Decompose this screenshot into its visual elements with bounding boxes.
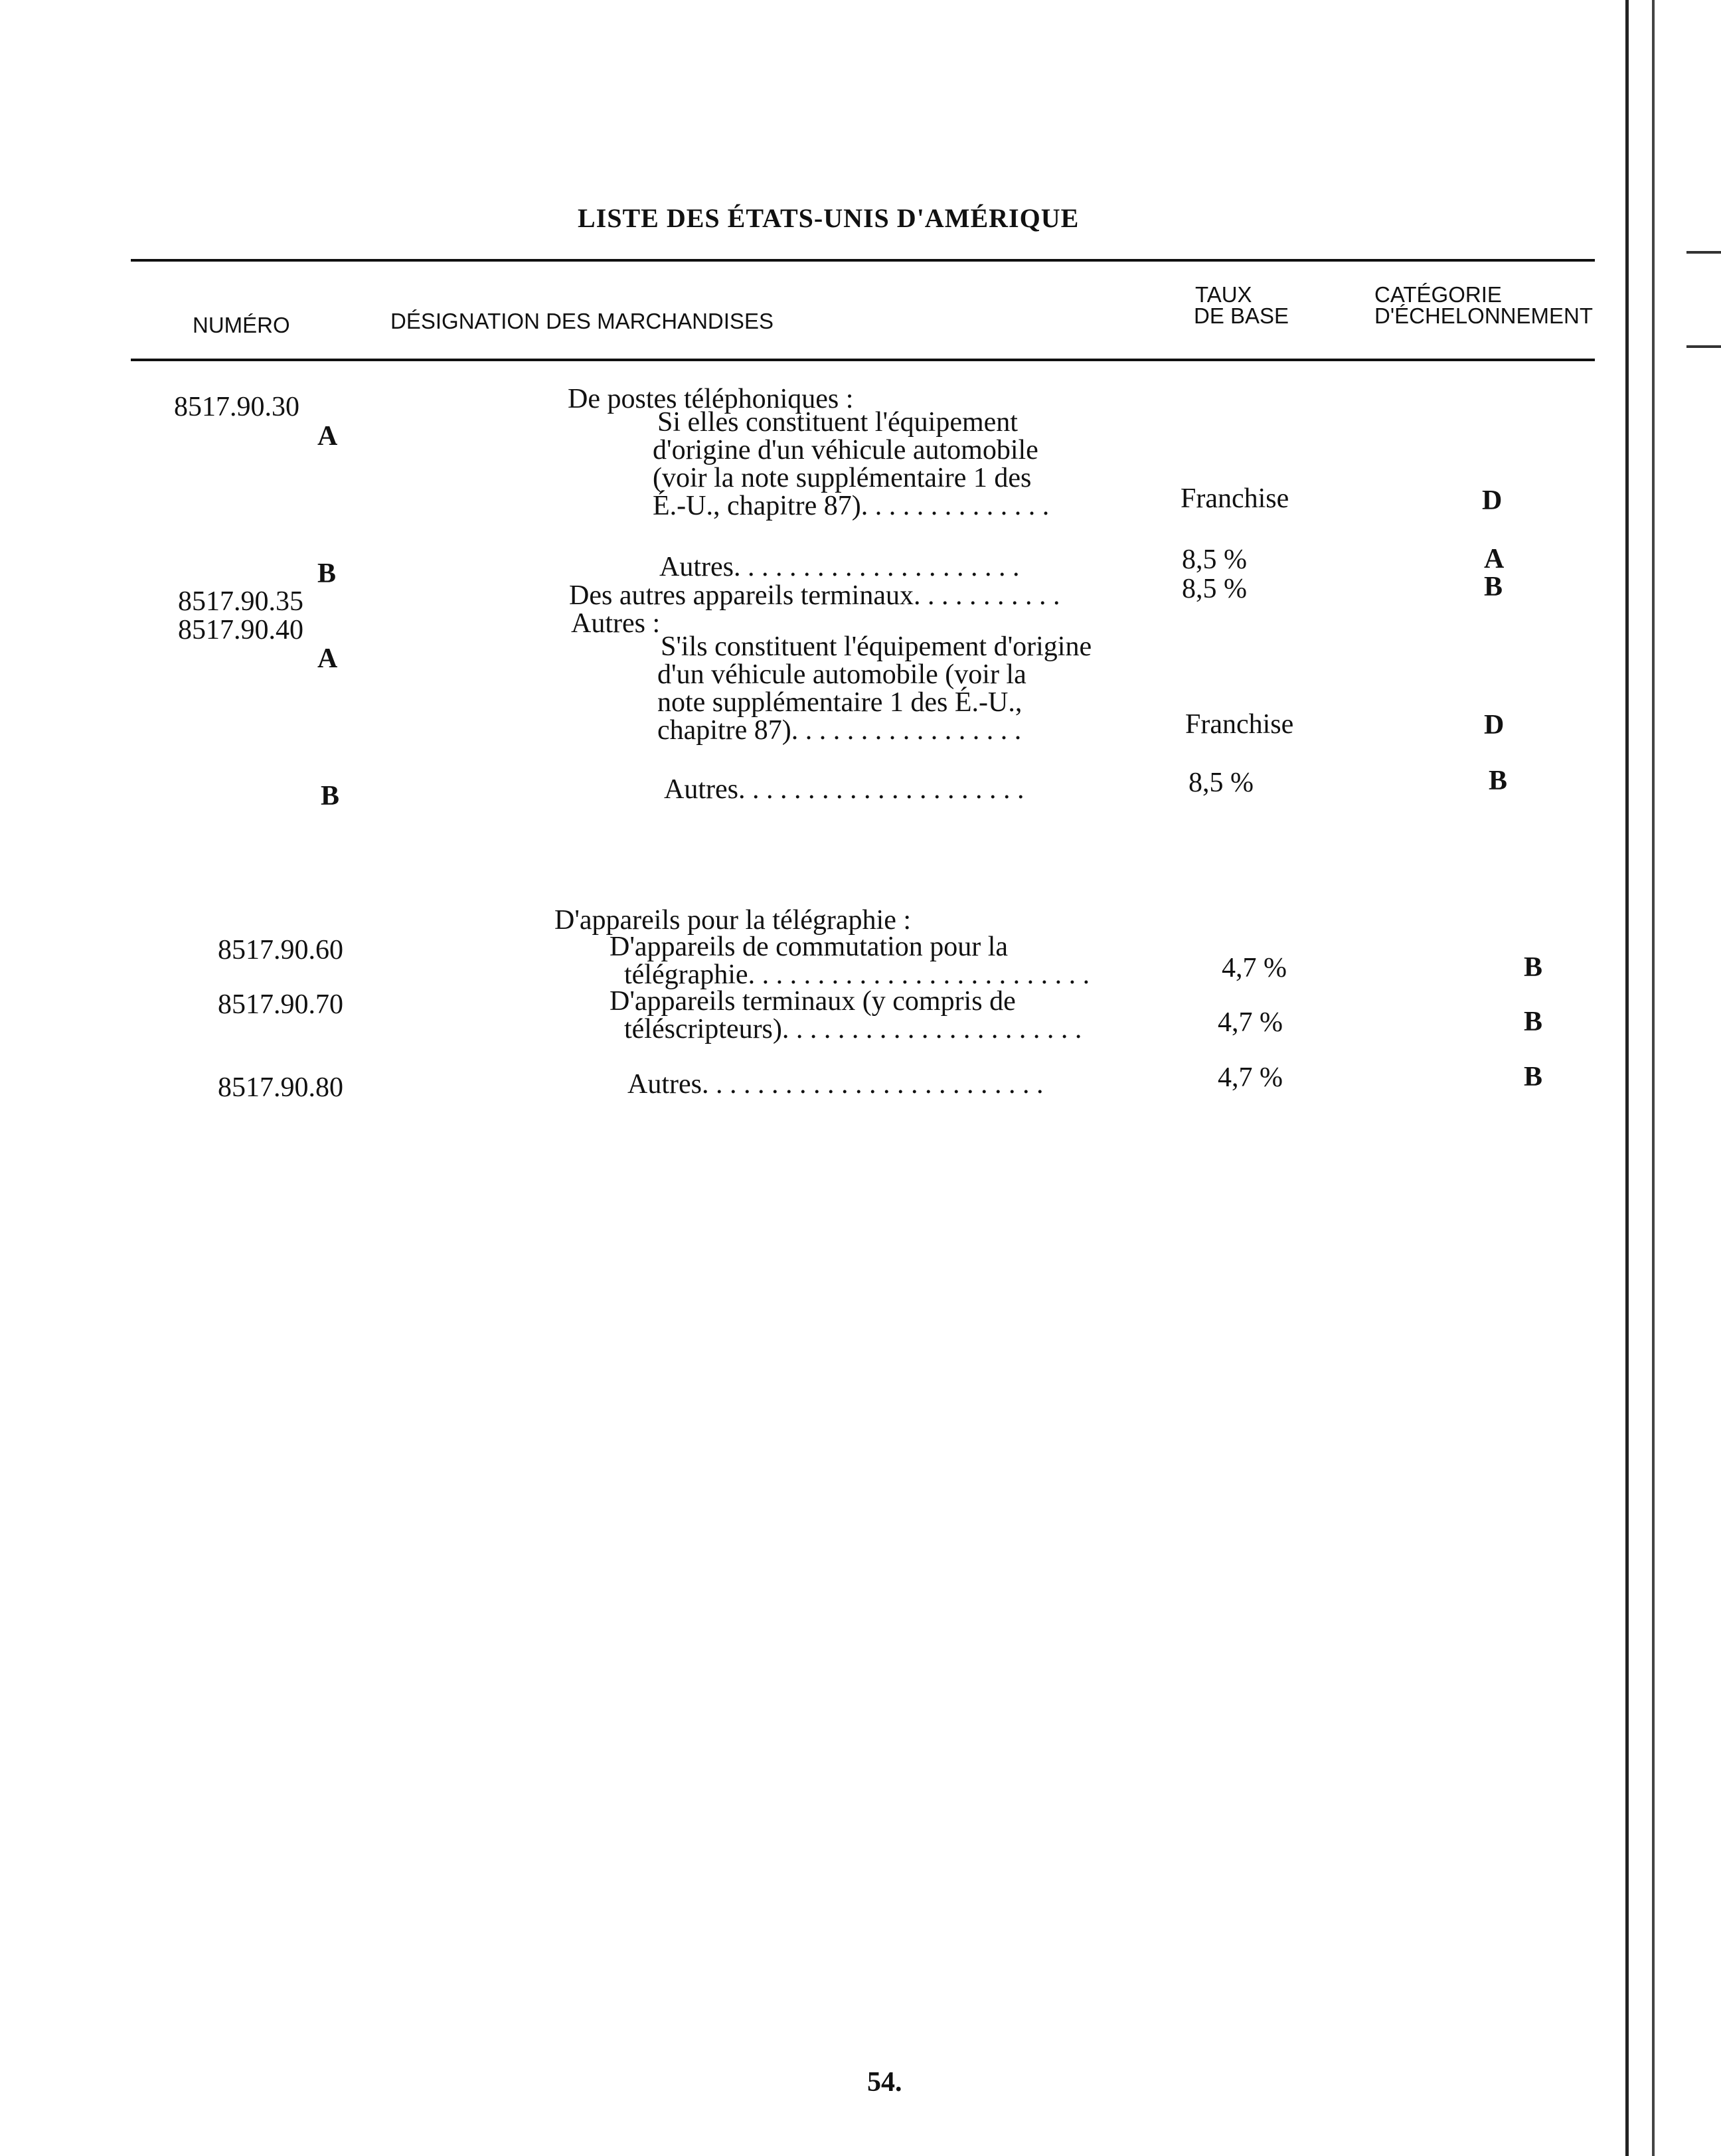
- header-taux-line2: DE BASE: [1194, 303, 1289, 328]
- item-description: Autres. . . . . . . . . . . . . . . . . . . . .: [664, 774, 1024, 805]
- item-description: Des autres appareils terminaux. . . . . . . . . . .: [569, 580, 1060, 611]
- item-description-line: É.-U., chapitre 87). . . . . . . . . . . . . .: [653, 491, 1050, 521]
- margin-mark: [1686, 251, 1721, 254]
- base-rate: 8,5 %: [1188, 768, 1254, 798]
- header-taux-line1: TAUX: [1195, 282, 1252, 307]
- subheading-letter: B: [317, 558, 337, 589]
- tariff-number: 8517.90.35: [178, 586, 303, 617]
- item-description-line: télégraphie. . . . . . . . . . . . . . . . . . . . . . . . .: [624, 959, 1090, 990]
- staging-category: B: [1489, 766, 1508, 796]
- page-number: 54.: [867, 2067, 902, 2098]
- staging-category: A: [1484, 544, 1505, 574]
- staging-category: D: [1482, 485, 1503, 516]
- staging-category: B: [1524, 1062, 1543, 1092]
- tariff-number: 8517.90.70: [218, 989, 343, 1020]
- item-description-line: chapitre 87). . . . . . . . . . . . . . . . .: [657, 715, 1022, 746]
- header-top-rule: [131, 259, 1595, 262]
- binding-edge: [1625, 0, 1629, 2156]
- staging-category: D: [1484, 710, 1505, 740]
- base-rate: 8,5 %: [1182, 574, 1247, 604]
- subheading-letter: B: [321, 781, 340, 811]
- header-numero: NUMÉRO: [193, 313, 290, 337]
- item-description-line: D'appareils de commutation pour la: [610, 932, 1009, 962]
- item-description-line: (voir la note supplémentaire 1 des: [653, 463, 1032, 493]
- item-description-line: d'un véhicule automobile (voir la: [657, 659, 1026, 690]
- base-rate: Franchise: [1185, 709, 1294, 740]
- item-description-line: note supplémentaire 1 des É.-U.,: [657, 687, 1023, 718]
- header-categorie-line2: D'ÉCHELONNEMENT: [1374, 303, 1594, 328]
- item-description: De postes téléphoniques :: [568, 384, 854, 414]
- subheading-letter: A: [317, 421, 338, 452]
- tariff-number: 8517.90.30: [174, 392, 299, 422]
- binding-edge: [1652, 0, 1655, 2156]
- margin-mark: [1686, 345, 1721, 348]
- base-rate: Franchise: [1181, 483, 1289, 514]
- header-categorie-line1: CATÉGORIE: [1374, 282, 1502, 307]
- tariff-number: 8517.90.60: [218, 935, 343, 965]
- item-description-line: D'appareils terminaux (y compris de: [610, 986, 1016, 1017]
- item-description: Autres :: [571, 608, 661, 639]
- item-description-line: S'ils constituent l'équipement d'origine: [661, 631, 1092, 662]
- staging-category: B: [1484, 572, 1503, 602]
- base-rate: 4,7 %: [1222, 953, 1287, 983]
- subheading-letter: A: [317, 643, 338, 674]
- base-rate: 4,7 %: [1218, 1062, 1283, 1093]
- item-description-line: Si elles constituent l'équipement: [657, 407, 1018, 438]
- tariff-number: 8517.90.40: [178, 615, 303, 645]
- item-description-line: d'origine d'un véhicule automobile: [653, 435, 1038, 465]
- page-title: LISTE DES ÉTATS-UNIS D'AMÉRIQUE: [578, 203, 1080, 233]
- staging-category: B: [1524, 1007, 1543, 1037]
- tariff-number: 8517.90.80: [218, 1072, 343, 1103]
- item-description: Autres. . . . . . . . . . . . . . . . . . . . .: [659, 552, 1020, 582]
- item-description: Autres. . . . . . . . . . . . . . . . . . . . . . . . .: [627, 1069, 1044, 1100]
- section-heading: D'appareils pour la télégraphie :: [554, 905, 912, 936]
- item-description-line: téléscripteurs). . . . . . . . . . . . . . . . . . . . . .: [624, 1014, 1082, 1044]
- header-designation: DÉSIGNATION DES MARCHANDISES: [390, 309, 774, 333]
- staging-category: B: [1524, 952, 1543, 983]
- base-rate: 8,5 %: [1182, 544, 1247, 575]
- header-bottom-rule: [131, 359, 1595, 361]
- base-rate: 4,7 %: [1218, 1007, 1283, 1038]
